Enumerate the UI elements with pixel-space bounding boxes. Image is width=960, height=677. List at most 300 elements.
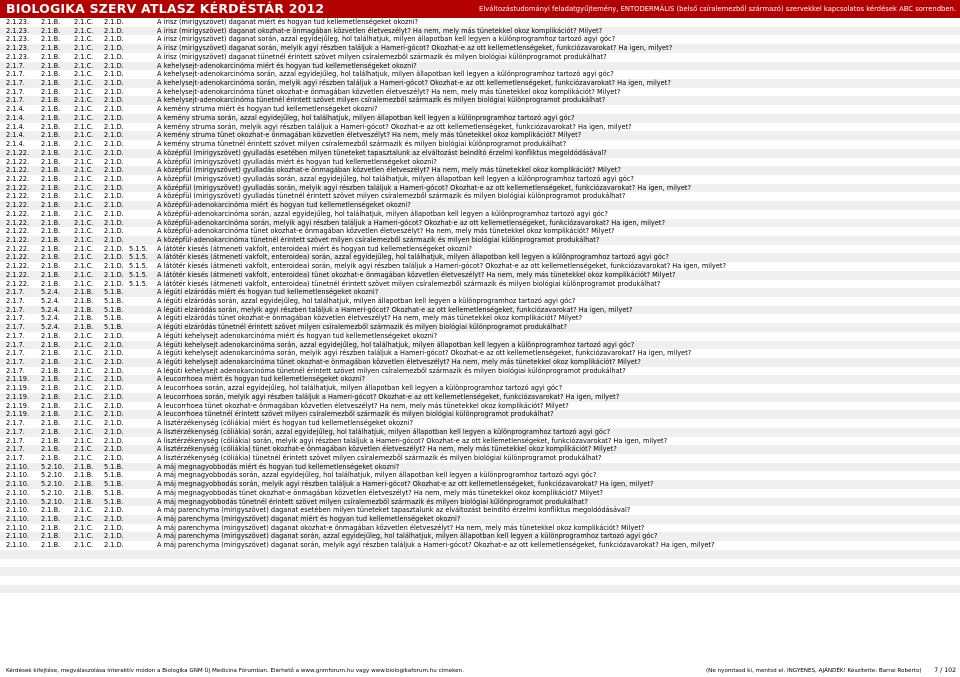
question-text: A légúti kehelysejt adenokarcinóma tünetnél érintett szövet milyen csíralemezből származik és milyen biológiai különprogramot produkálhat? — [157, 366, 626, 375]
code-2: 2.1.B. — [41, 61, 61, 70]
code-2: 2.1.B. — [41, 532, 61, 541]
question-text: A légúti elzáródás miért és hogyan tud kellemetlenségeket okozni? — [157, 288, 379, 297]
code-1: 2.1.22. — [6, 262, 30, 271]
code-3: 2.1.C. — [74, 79, 94, 88]
code-2: 5.2.10. — [41, 462, 65, 471]
code-5: 5.1.5. — [129, 270, 148, 279]
code-3: 2.1.C. — [74, 541, 94, 550]
question-text: A máj parenchyma (mirigyszövet) daganat esetében milyen tüneteket tapasztalunk az elváltozást beindító érzelmi konfliktus megoldódásával? — [157, 506, 631, 515]
code-3: 2.1.C. — [74, 174, 94, 183]
table-row — [0, 166, 960, 175]
code-4: 2.1.D. — [104, 35, 124, 44]
code-3: 2.1.C. — [74, 131, 94, 140]
table-row — [0, 288, 960, 297]
code-3: 2.1.B. — [74, 323, 94, 332]
code-1: 2.1.7. — [6, 79, 25, 88]
question-text: A máj parenchyma (mirigyszövet) daganat miért és hogyan tud kellemetlenségeket okozni? — [157, 514, 461, 523]
table-row — [0, 306, 960, 315]
code-2: 2.1.B. — [41, 209, 61, 218]
question-text: A máj parenchyma (mirigyszövet) daganat során, melyik agyi részben találjuk a Hameri-gócot? Okozhat-e az ott kellemetlenségeket, funkciózavarokat? Ha igen, milyet? — [157, 541, 715, 550]
table-row — [0, 541, 960, 550]
code-1: 2.1.7. — [6, 314, 25, 323]
code-1: 2.1.19. — [6, 401, 30, 410]
code-4: 2.1.D. — [104, 52, 124, 61]
code-2: 5.2.10. — [41, 497, 65, 506]
code-4: 2.1.D. — [104, 157, 124, 166]
code-3: 2.1.C. — [74, 87, 94, 96]
code-2: 5.2.4. — [41, 297, 60, 305]
question-text: A középfül-adenokarcinóma tünetnél érintett szövet milyen csíralemezből származik és milyen biológiai különprogramot produkálhat? — [157, 235, 600, 244]
question-text: A látótér kiesés (átmeneti vakfolt, enteroidea) tünetnél érintett szövet milyen csíralemezből származik és milyen biológiai különprogramot produkálhat? — [157, 279, 661, 288]
code-3: 2.1.C. — [74, 445, 94, 454]
code-4: 2.1.D. — [104, 436, 124, 445]
table-row — [0, 123, 960, 132]
code-3: 2.1.C. — [74, 218, 94, 227]
code-3: 2.1.C. — [74, 532, 94, 541]
table-row — [0, 280, 960, 289]
code-3: 2.1.C. — [74, 26, 94, 35]
code-1: 2.1.22. — [6, 201, 30, 210]
table-row — [0, 114, 960, 123]
code-1: 2.1.22. — [6, 209, 30, 218]
table-row — [0, 192, 960, 201]
question-text: A kemény struma tünetnél érintett szövet milyen csíralemezből származik és milyen biológiai különprogramot produkálhat? — [157, 140, 567, 149]
code-1: 2.1.10. — [6, 497, 30, 506]
code-4: 2.1.D. — [104, 235, 124, 244]
table-row — [0, 140, 960, 149]
code-1: 2.1.22. — [6, 235, 30, 244]
code-2: 5.2.4. — [41, 314, 60, 323]
code-4: 2.1.D. — [104, 340, 124, 349]
question-list — [0, 18, 960, 593]
code-2: 5.2.4. — [41, 288, 60, 297]
question-text: A lisztérzékenység (cöliákia) során, azzal egyidejűleg, hol találhatjuk, milyen állapotban kell legyen a különprogramhoz tartozó agyi góc? — [157, 427, 611, 436]
code-2: 2.1.B. — [41, 227, 61, 236]
code-2: 2.1.B. — [41, 541, 61, 550]
code-1: 2.1.7. — [6, 427, 25, 436]
table-row — [0, 393, 960, 402]
code-3: 2.1.C. — [74, 401, 94, 410]
question-text: A máj parenchyma (mirigyszövet) daganat okozhat-e önmagában közvetlen életveszélyt? Ha nem, mely más tünetekkel okoz komplikációt? Milyet? — [157, 523, 645, 532]
question-text: A kemény struma során, azzal egyidejűleg, hol találhatjuk, milyen állapotban kell legyen a különprogramhoz tartozó agyi góc? — [157, 113, 575, 122]
table-row — [0, 445, 960, 454]
code-3: 2.1.C. — [74, 453, 94, 462]
code-3: 2.1.C. — [74, 244, 94, 253]
question-text: A látótér kiesés (átmeneti vakfolt, enteroidea) tünet okozhat-e önmagában közvetlen életveszélyt? Ha nem, mely más tünetekkel okoz komplikációt? Milyet? — [157, 270, 676, 279]
table-row — [0, 79, 960, 88]
code-4: 2.1.D. — [104, 166, 124, 175]
code-4: 2.1.D. — [104, 70, 124, 79]
question-text: A írisz (mirigyszövet) daganat során, azzal egyidejűleg, hol találhatjuk, milyen állapotban kell legyen a különprogramhoz tartozó agyi góc? — [157, 35, 616, 44]
code-1: 2.1.22. — [6, 192, 30, 201]
code-3: 2.1.C. — [74, 52, 94, 61]
table-row — [0, 332, 960, 341]
code-2: 2.1.B. — [41, 105, 61, 114]
brand-title: BIOLOGIKA SZERV ATLASZ KÉRDÉSTÁR 2012 — [6, 1, 325, 16]
code-4: 2.1.D. — [104, 201, 124, 210]
code-4: 2.1.D. — [104, 218, 124, 227]
code-2: 2.1.B. — [41, 340, 61, 349]
code-3: 2.1.C. — [74, 331, 94, 340]
code-1: 2.1.10. — [6, 488, 30, 497]
code-2: 2.1.B. — [41, 401, 61, 410]
code-3: 2.1.C. — [74, 113, 94, 122]
code-4: 2.1.D. — [104, 44, 124, 53]
code-3: 2.1.C. — [74, 235, 94, 244]
code-3: 2.1.C. — [74, 506, 94, 515]
question-text: A máj megnagyobbodás során, melyik agyi részben találjuk a Hameri-gócot? Okozhat-e az ott kellemetlenségeket, funkciózavarokat? Ha igen, milyet? — [157, 480, 654, 489]
code-2: 2.1.B. — [41, 262, 61, 271]
question-text: A középfül (mirigyszövet) gyulladás esetében milyen tüneteket tapasztalunk az elváltozást beindító érzelmi konfliktus megoldódásával? — [157, 148, 607, 157]
code-2: 2.1.B. — [41, 270, 61, 279]
question-text: A kehelysejt-adenokarcinóma tünetnél érintett szövet milyen csíralemezből származik és milyen biológiai különprogramot produkálhat? — [157, 96, 606, 105]
code-2: 2.1.B. — [41, 253, 61, 262]
question-text: A írisz (mirigyszövet) daganat során, melyik agyi részben találjuk a Hameri-gócot? Okozhat-e az ott kellemetlenségeket, funkciózavarokat? Ha igen, milyet? — [157, 44, 673, 53]
code-3: 2.1.C. — [74, 262, 94, 271]
question-text: A lisztérzékenység (cöliákia) során, melyik agyi részben találjuk a Hameri-gócot? Okozhat-e az ott kellemetlenségeket, funkciózavarokat? Ha igen, milyet? — [157, 436, 668, 445]
code-4: 2.1.D. — [104, 506, 124, 515]
question-text: A légúti elzáródás tünet okozhat-e önmagában közvetlen életveszélyt? Ha nem, mely más tünetekkel okoz komplikációt? Milyet? — [157, 314, 582, 323]
code-1: 2.1.7. — [6, 445, 25, 454]
question-text: A látótér kiesés (átmeneti vakfolt, enteroidea) során, azzal egyidejűleg, hol találhatjuk, milyen állapotban kell legyen a különprogramhoz tartozó agyi góc? — [157, 253, 669, 262]
code-3: 2.1.C. — [74, 392, 94, 401]
table-row — [0, 18, 960, 27]
code-4: 2.1.D. — [104, 392, 124, 401]
table-row — [0, 419, 960, 428]
code-4: 2.1.D. — [104, 427, 124, 436]
code-3: 2.1.B. — [74, 288, 94, 297]
table-row — [0, 358, 960, 367]
code-2: 2.1.B. — [41, 453, 61, 462]
code-2: 2.1.B. — [41, 218, 61, 227]
table-row — [0, 428, 960, 437]
question-text: A máj parenchyma (mirigyszövet) daganat során, azzal egyidejűleg, hol találhatjuk, milyen állapotban kell legyen a különprogramhoz tartozó agyi góc? — [157, 532, 658, 541]
code-3: 2.1.C. — [74, 340, 94, 349]
code-4: 2.1.D. — [104, 148, 124, 157]
question-text: A középfül-adenokarcinóma miért és hogyan tud kellemetlenségeket okozni? — [157, 201, 411, 210]
code-4: 2.1.D. — [104, 113, 124, 122]
table-row — [0, 367, 960, 376]
code-5: 5.1.5. — [129, 262, 148, 271]
table-row — [0, 349, 960, 358]
question-text: A légúti kehelysejt adenokarcinóma során, melyik agyi részben találjuk a Hameri-gócot? Okozhat-e az ott kellemetlenségeket, funkciózavarokat? Ha igen, milyet? — [157, 349, 692, 358]
code-3: 2.1.C. — [74, 183, 94, 192]
code-2: 2.1.B. — [41, 157, 61, 166]
code-4: 2.1.D. — [104, 174, 124, 183]
code-4: 2.1.D. — [104, 227, 124, 236]
code-4: 2.1.D. — [104, 61, 124, 70]
table-row — [0, 550, 960, 559]
code-2: 2.1.B. — [41, 183, 61, 192]
code-1: 2.1.22. — [6, 244, 30, 253]
code-2: 2.1.B. — [41, 148, 61, 157]
code-2: 5.2.4. — [41, 305, 60, 314]
code-4: 2.1.D. — [104, 401, 124, 410]
table-row — [0, 62, 960, 71]
code-3: 2.1.C. — [74, 270, 94, 279]
question-text: A máj megnagyobbodás tünet okozhat-e önmagában közvetlen életveszélyt? Ha nem, mely más tünetekkel okoz komplikációt? Milyet? — [157, 488, 604, 497]
code-2: 2.1.B. — [41, 131, 61, 140]
code-4: 2.1.D. — [104, 375, 124, 384]
code-1: 2.1.22. — [6, 227, 30, 236]
code-1: 2.1.22. — [6, 157, 30, 166]
question-text: A látótér kiesés (átmeneti vakfolt, enteroidea) miért és hogyan tud kellemetlenségeket okozni? — [157, 244, 472, 253]
table-row — [0, 576, 960, 585]
code-1: 2.1.22. — [6, 183, 30, 192]
code-3: 2.1.C. — [74, 35, 94, 44]
code-2: 2.1.B. — [41, 140, 61, 149]
table-row — [0, 44, 960, 53]
code-1: 2.1.4. — [6, 131, 25, 140]
code-2: 2.1.B. — [41, 87, 61, 96]
question-text: A lisztérzékenység (cöliákia) tünet okozhat-e önmagában közvetlen életveszélyt? Ha nem, mely más tünetekkel okoz komplikációt? Milyet? — [157, 445, 617, 454]
code-2: 2.1.B. — [41, 235, 61, 244]
table-row — [0, 35, 960, 44]
question-text: A írisz (mirigyszövet) daganat okozhat-e önmagában közvetlen életveszélyt? Ha nem, mely más tünetekkel okoz komplikációt? Milyet? — [157, 26, 603, 35]
table-row — [0, 585, 960, 594]
code-3: 2.1.C. — [74, 279, 94, 288]
code-2: 2.1.B. — [41, 79, 61, 88]
code-1: 2.1.10. — [6, 471, 30, 480]
table-row — [0, 210, 960, 219]
code-2: 5.2.10. — [41, 480, 65, 489]
code-3: 2.1.C. — [74, 61, 94, 70]
code-3: 2.1.C. — [74, 436, 94, 445]
code-3: 2.1.C. — [74, 253, 94, 262]
code-2: 2.1.B. — [41, 122, 61, 131]
code-3: 2.1.C. — [74, 18, 94, 26]
code-2: 2.1.B. — [41, 349, 61, 358]
table-row — [0, 341, 960, 350]
code-5: 5.1.5. — [129, 279, 148, 288]
code-2: 2.1.B. — [41, 96, 61, 105]
page-number: 7 / 102 — [934, 667, 956, 674]
code-1: 2.1.10. — [6, 480, 30, 489]
code-1: 2.1.23. — [6, 26, 30, 35]
code-3: 2.1.B. — [74, 305, 94, 314]
table-row — [0, 489, 960, 498]
code-2: 2.1.B. — [41, 52, 61, 61]
header-subtitle: Elváltozástudományi feladatgyűjtemény, ENTODERMÁLIS (belső csíralemezből származó) szervekkel kapcsolatos kérdések ABC sorrendben. — [479, 5, 956, 13]
table-row — [0, 105, 960, 114]
code-1: 2.1.10. — [6, 532, 30, 541]
question-text: A leucorrhoea miért és hogyan tud kellemetlenségeket okozni? — [157, 375, 366, 384]
code-5: 5.1.5. — [129, 244, 148, 253]
question-text: A írisz (mirigyszövet) daganat miért és hogyan tud kellemetlenségeket okozni? — [157, 18, 419, 26]
code-4: 2.1.D. — [104, 532, 124, 541]
table-row — [0, 175, 960, 184]
code-1: 2.1.7. — [6, 96, 25, 105]
code-4: 2.1.D. — [104, 279, 124, 288]
question-text: A máj megnagyobbodás tünetnél érintett szövet milyen csíralemezből származik és milyen biológiai különprogramot produkálhat? — [157, 497, 588, 506]
code-2: 2.1.B. — [41, 201, 61, 210]
question-text: A leucorrhoea tünetnél érintett szövet milyen csíralemezből származik és milyen biológiai különprogramot produkálhat? — [157, 410, 554, 419]
code-4: 2.1.D. — [104, 514, 124, 523]
code-3: 2.1.C. — [74, 427, 94, 436]
question-text: A kehelysejt-adenokarcinóma miért és hogyan tud kellemetlenségeket okozni? — [157, 61, 417, 70]
question-text: A írisz (mirigyszövet) daganat tünetnél érintett szövet milyen csíralemezből származik és milyen biológiai különprogramot produkálhat? — [157, 52, 607, 61]
table-row — [0, 384, 960, 393]
code-3: 2.1.C. — [74, 410, 94, 419]
code-1: 2.1.4. — [6, 105, 25, 114]
table-row — [0, 314, 960, 323]
question-text: A légúti kehelysejt adenokarcinóma miért és hogyan tud kellemetlenségeket okozni? — [157, 331, 438, 340]
table-row — [0, 219, 960, 228]
code-4: 5.1.B. — [104, 471, 124, 480]
table-row — [0, 559, 960, 568]
code-3: 2.1.B. — [74, 297, 94, 305]
code-1: 2.1.23. — [6, 52, 30, 61]
table-row — [0, 454, 960, 463]
code-1: 2.1.10. — [6, 514, 30, 523]
code-4: 2.1.D. — [104, 244, 124, 253]
code-4: 2.1.D. — [104, 453, 124, 462]
header-bar — [0, 0, 960, 18]
question-text: A középfül-adenokarcinóma tünet okozhat-e önmagában közvetlen életveszélyt? Ha nem, mely más tünetekkel okoz komplikációt? Milyet? — [157, 227, 615, 236]
table-row — [0, 567, 960, 576]
footer-credit: (Ne nyomtasd ki, mentsd el, INGYENES, AJÁNDÉK! Készítette: Barrai Roberto) — [706, 668, 922, 674]
table-row — [0, 149, 960, 158]
table-row — [0, 471, 960, 480]
question-text: A kemény struma miért és hogyan tud kellemetlenségeket okozni? — [157, 105, 378, 114]
code-1: 2.1.7. — [6, 297, 25, 305]
code-2: 2.1.B. — [41, 35, 61, 44]
table-row — [0, 253, 960, 262]
code-3: 2.1.C. — [74, 227, 94, 236]
table-row — [0, 53, 960, 62]
code-3: 2.1.C. — [74, 140, 94, 149]
table-row — [0, 262, 960, 271]
code-2: 2.1.B. — [41, 506, 61, 515]
question-text: A leucorrhoea során, azzal egyidejűleg, hol találhatjuk, milyen állapotban kell legyen a különprogramhoz tartozó agyi góc? — [157, 384, 563, 393]
code-4: 5.1.B. — [104, 462, 124, 471]
question-text: A kehelysejt-adenokarcinóma során, azzal egyidejűleg, hol találhatjuk, milyen állapotban kell legyen a különprogramhoz tartozó agyi góc? — [157, 70, 614, 79]
table-row — [0, 480, 960, 489]
code-1: 2.1.10. — [6, 506, 30, 515]
code-2: 2.1.B. — [41, 514, 61, 523]
code-2: 2.1.B. — [41, 70, 61, 79]
code-1: 2.1.4. — [6, 113, 25, 122]
code-3: 2.1.C. — [74, 375, 94, 384]
code-3: 2.1.C. — [74, 523, 94, 532]
question-text: A középfül (mirigyszövet) gyulladás során, azzal egyidejűleg, hol találhatjuk, milyen állapotban kell legyen a különprogramhoz tartozó agyi góc? — [157, 174, 634, 183]
code-2: 2.1.B. — [41, 375, 61, 384]
code-4: 2.1.D. — [104, 18, 124, 26]
code-2: 2.1.B. — [41, 445, 61, 454]
code-2: 2.1.B. — [41, 166, 61, 175]
code-4: 2.1.D. — [104, 349, 124, 358]
code-3: 2.1.C. — [74, 44, 94, 53]
code-3: 2.1.C. — [74, 349, 94, 358]
code-2: 2.1.B. — [41, 366, 61, 375]
code-3: 2.1.B. — [74, 497, 94, 506]
code-1: 2.1.22. — [6, 218, 30, 227]
code-1: 2.1.23. — [6, 18, 30, 26]
code-2: 2.1.B. — [41, 331, 61, 340]
code-3: 2.1.B. — [74, 471, 94, 480]
table-row — [0, 131, 960, 140]
code-2: 2.1.B. — [41, 436, 61, 445]
question-text: A lisztérzékenység (cöliákia) miért és hogyan tud kellemetlenségeket okozni? — [157, 419, 413, 428]
question-text: A kehelysejt-adenokarcinóma tünet okozhat-e önmagában közvetlen életveszélyt? Ha nem, mely más tünetekkel okoz komplikációt? Milyet? — [157, 87, 621, 96]
code-4: 2.1.D. — [104, 209, 124, 218]
code-1: 2.1.7. — [6, 87, 25, 96]
footer — [0, 665, 960, 677]
code-2: 2.1.B. — [41, 358, 61, 367]
code-1: 2.1.10. — [6, 462, 30, 471]
table-row — [0, 515, 960, 524]
code-3: 2.1.B. — [74, 314, 94, 323]
code-4: 2.1.D. — [104, 410, 124, 419]
code-3: 2.1.C. — [74, 366, 94, 375]
question-text: A légúti elzáródás során, melyik agyi részben találjuk a Hameri-gócot? Okozhat-e az ott kellemetlenségeket, funkciózavarokat? Ha igen, milyet? — [157, 305, 633, 314]
code-4: 2.1.D. — [104, 445, 124, 454]
code-1: 2.1.23. — [6, 35, 30, 44]
question-text: A középfül-adenokarcinóma során, melyik agyi részben találjuk a Hameri-gócot? Okozhat-e az ott kellemetlenségeket, funkciózavarokat? Ha igen, milyet? — [157, 218, 665, 227]
code-1: 2.1.7. — [6, 331, 25, 340]
code-4: 5.1.B. — [104, 297, 124, 305]
question-text: A máj megnagyobbodás miért és hogyan tud kellemetlenségeket okozni? — [157, 462, 400, 471]
code-5: 5.1.5. — [129, 253, 148, 262]
table-row — [0, 70, 960, 79]
code-2: 2.1.B. — [41, 113, 61, 122]
code-4: 5.1.B. — [104, 305, 124, 314]
table-row — [0, 96, 960, 105]
code-1: 2.1.4. — [6, 140, 25, 149]
code-3: 2.1.C. — [74, 157, 94, 166]
code-2: 2.1.B. — [41, 523, 61, 532]
code-4: 2.1.D. — [104, 262, 124, 271]
code-1: 2.1.22. — [6, 166, 30, 175]
code-4: 2.1.D. — [104, 523, 124, 532]
code-1: 2.1.7. — [6, 349, 25, 358]
code-2: 2.1.B. — [41, 279, 61, 288]
table-row — [0, 297, 960, 306]
question-text: A kemény struma során, melyik agyi részben találjuk a Hameri-gócot? Okozhat-e az ott kellemetlenségeket, funkciózavarokat? Ha igen, milyet? — [157, 122, 632, 131]
question-text: A lisztérzékenység (cöliákia) tünetnél érintett szövet milyen csíralemezből származik és milyen biológiai különprogramot produkálhat? — [157, 453, 602, 462]
code-3: 2.1.C. — [74, 192, 94, 201]
code-3: 2.1.B. — [74, 488, 94, 497]
table-row — [0, 227, 960, 236]
code-1: 2.1.19. — [6, 375, 30, 384]
code-1: 2.1.7. — [6, 305, 25, 314]
code-4: 2.1.D. — [104, 358, 124, 367]
table-row — [0, 158, 960, 167]
code-2: 2.1.B. — [41, 244, 61, 253]
code-1: 2.1.10. — [6, 541, 30, 550]
code-1: 2.1.7. — [6, 436, 25, 445]
question-text: A leucorrhoea során, melyik agyi részben találjuk a Hameri-gócot? Okozhat-e az ott kellemetlenségeket, funkciózavarokat? Ha igen, milyet? — [157, 392, 620, 401]
code-4: 2.1.D. — [104, 270, 124, 279]
question-text: A légúti kehelysejt adenokarcinóma tünet okozhat-e önmagában közvetlen életveszélyt? Ha nem, mely más tünetekkel okoz komplikációt? Milyet? — [157, 358, 641, 367]
code-3: 2.1.B. — [74, 462, 94, 471]
code-4: 5.1.B. — [104, 480, 124, 489]
code-1: 2.1.23. — [6, 44, 30, 53]
code-4: 2.1.D. — [104, 26, 124, 35]
code-3: 2.1.C. — [74, 166, 94, 175]
table-row — [0, 532, 960, 541]
question-text: A látótér kiesés (átmeneti vakfolt, enteroidea) során, melyik agyi részben találjuk a Hameri-gócot? Okozhat-e az ott kellemetlenségeket, funkciózavarokat? Ha igen, milyet? — [157, 262, 726, 271]
code-3: 2.1.C. — [74, 209, 94, 218]
code-1: 2.1.7. — [6, 70, 25, 79]
code-4: 2.1.D. — [104, 192, 124, 201]
code-3: 2.1.C. — [74, 419, 94, 428]
code-4: 2.1.D. — [104, 419, 124, 428]
code-1: 2.1.10. — [6, 523, 30, 532]
code-1: 2.1.7. — [6, 453, 25, 462]
table-row — [0, 201, 960, 210]
code-2: 2.1.B. — [41, 410, 61, 419]
